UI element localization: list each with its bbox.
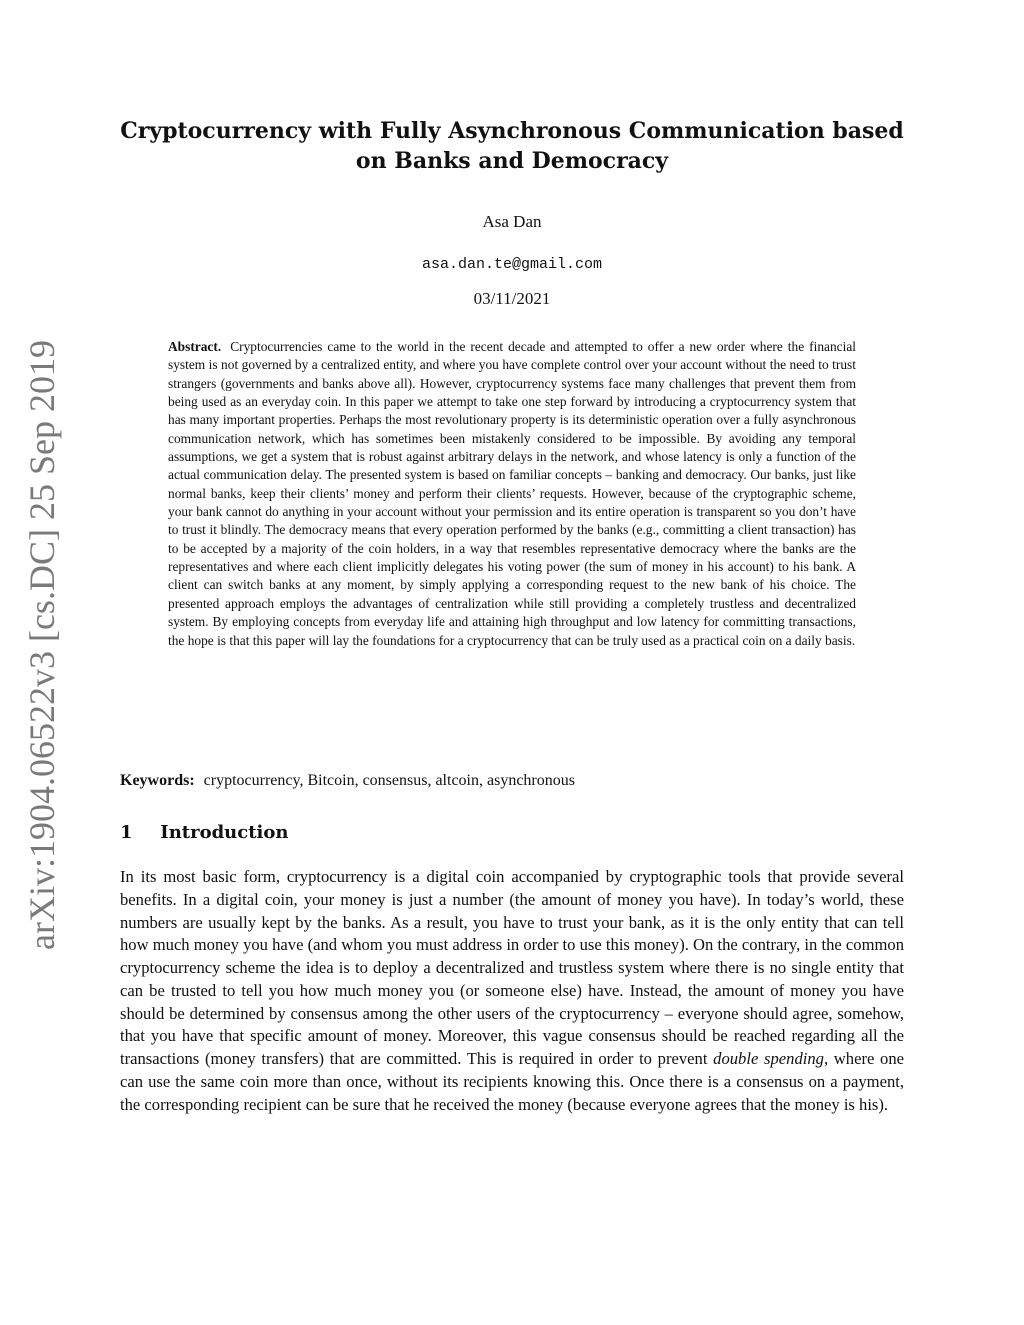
introduction-text-part2: , where one can use the same coin more than once, without its recipients knowing this. Once there is a consensus on a payment, the corresponding recipient can be sure that he received the money (because everyone agrees that the money is his). — [120, 1049, 905, 1114]
keywords-list: cryptocurrency, Bitcoin, consensus, altcoin, asynchronous — [203, 772, 575, 789]
introduction-text-part1: In its most basic form, cryptocurrency is a digital coin accompanied by cryptographic tools that provide several benefits. In a digital coin, your money is just a number (the amount of money you have). In today’s world, these numbers are usually kept by the banks. As a result, you have to trust your bank, as it is the only entity that can tell how much money you have (and whom you must address in order to use this money). On the contrary, in the common cryptocurrency scheme the idea is to deploy a decentralized and trustless system where there is no single entity that can be trusted to tell you how much money you (or someone else) have. Instead, the amount of money you have should be determined by consensus among the other users of the cryptocurrency – everyone should agree, somehow, that you have that specific amount of money. Moreover, this vague consensus should be reached regarding all the transactions (money transfers) that are committed. This is required in order to prevent — [120, 867, 904, 1068]
author-name: Asa Dan — [482, 212, 542, 231]
paper-date: 03/11/2021 — [473, 289, 551, 308]
introduction-paragraph — [120, 866, 904, 1116]
abstract-text: Cryptocurrencies came to the world in the recent decade and attempted to offer a new order where the financial system is not governed by a centralized entity, and where you have complete control over your account without the need to trust strangers (governments and banks above all). However, cryptocurrency systems face many challenges that prevent them from being used as an everyday coin. In this paper we attempt to take one step forward by introducing a cryptocurrency system that has many important properties. Perhaps the most revolutionary property is its deterministic operation over a fully asynchronous communication network, which has sometimes been mistakenly considered to be impossible. By avoiding any temporal assumptions, we get a system that is robust against arbitrary delays in the network, and whose latency is only a function of the actual communication delay. The presented system is based on familiar concepts – banking and democracy. Our banks, just like normal banks, keep their clients’ money and perform their clients’ requests. However, because of the cryptographic scheme, your bank cannot do anything in your account without your permission and its entire operation is transparent so you don’t have to trust it blindly. The democracy means that every operation performed by the banks (e.g., committing a client transaction) has to be accepted by a majority of the coin holders, in a way that resembles representative democracy where the banks are the representatives and where each client implicitly delegates his voting power (the sum of money in his account) to his bank. A client can switch banks at any moment, by simply applying a corresponding request to the new bank of his choice. The presented approach employs the advantages of centralization while still providing a completely trustless and decentralized system. By employing concepts from everyday life and attaining high throughput and low latency for committing transactions, the hope is that this paper will lay the foundations for a cryptocurrency that can be truly used as a practical coin on a daily basis. — [168, 339, 856, 648]
arxiv-identifier-stamp: arXiv:1904.06522v3 [cs.DC] 25 Sep 2019 — [22, 340, 62, 950]
keywords-label: Keywords: — [120, 772, 195, 789]
section-heading-introduction — [120, 822, 904, 843]
keywords — [120, 772, 904, 790]
author-email: asa.dan.te@gmail.com — [421, 256, 603, 273]
section-number: 1 — [120, 822, 133, 843]
introduction-emphasis: double spending — [713, 1049, 824, 1068]
paper-title: Cryptocurrency with Fully Asynchronous Communication based on Banks and Democracy — [120, 118, 904, 174]
section-title: Introduction — [160, 822, 289, 843]
abstract — [168, 338, 856, 650]
abstract-label: Abstract. — [168, 339, 222, 354]
